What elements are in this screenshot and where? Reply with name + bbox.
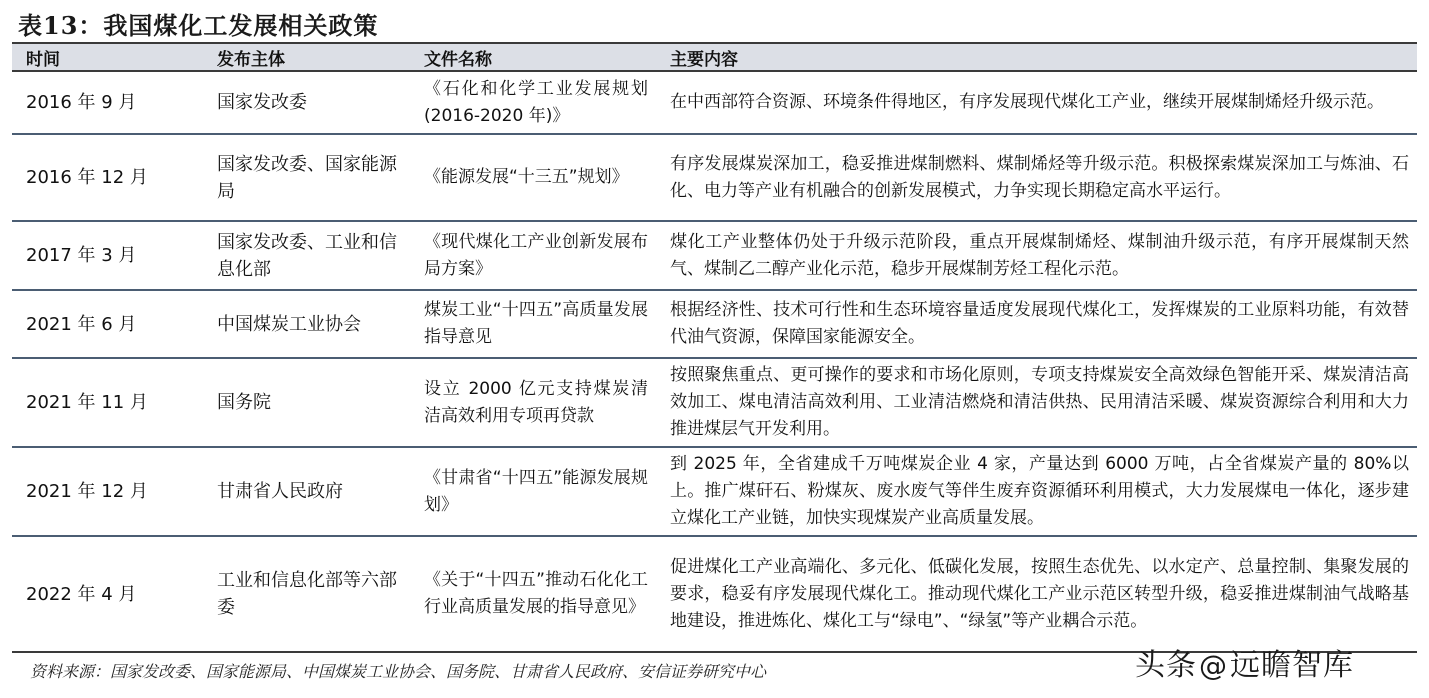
cell-time: 2017 年 3 月 — [12, 221, 203, 290]
policy-table — [12, 42, 1417, 653]
cell-issuer: 国家发改委 — [203, 71, 410, 134]
table-row — [12, 447, 1417, 536]
cell-time: 2016 年 9 月 — [12, 71, 203, 134]
cell-time: 2016 年 12 月 — [12, 134, 203, 221]
cell-main-content: 按照聚焦重点、更可操作的要求和市场化原则，专项支持煤炭安全高效绿色智能开采、煤炭清洁高效加工、煤电清洁高效利用、工业清洁燃烧和清洁供热、民用清洁采暖、煤炭资源综合利用和大力推进煤层气开发利用。 — [656, 358, 1417, 447]
table-header-row — [12, 43, 1417, 71]
cell-main-content: 到 2025 年，全省建成千万吨煤炭企业 4 家，产量达到 6000 万吨，占全省煤炭产量的 80%以上。推广煤矸石、粉煤灰、废水废气等伴生废弃资源循环利用模式，大力发展煤电一体化，逐步建立煤化工产业链，加快实现煤炭产业高质量发展。 — [656, 447, 1417, 536]
cell-file-name: 《现代煤化工产业创新发展布局方案》 — [410, 221, 656, 290]
cell-main-content: 有序发展煤炭深加工，稳妥推进煤制燃料、煤制烯烃等升级示范。积极探索煤炭深加工与炼油、石化、电力等产业有机融合的创新发展模式，力争实现长期稳定高水平运行。 — [656, 134, 1417, 221]
watermark — [1135, 640, 1354, 684]
cell-main-content: 煤化工产业整体仍处于升级示范阶段，重点开展煤制烯烃、煤制油升级示范，有序开展煤制天然气、煤制乙二醇产业化示范，稳步开展煤制芳烃工程化示范。 — [656, 221, 1417, 290]
watermark-at-sign: @ — [1199, 649, 1228, 682]
table-row — [12, 221, 1417, 290]
cell-file-name: 设立 2000 亿元支持煤炭清洁高效利用专项再贷款 — [410, 358, 656, 447]
source-note: 资料来源：国家发改委、国家能源局、中国煤炭工业协会、国务院、甘肃省人民政府、安信证券研究中心 — [30, 662, 767, 681]
cell-issuer: 国家发改委、工业和信息化部 — [203, 221, 410, 290]
cell-file-name: 《关于“十四五”推动石化化工行业高质量发展的指导意见》 — [410, 536, 656, 652]
cell-main-content: 促进煤化工产业高端化、多元化、低碳化发展，按照生态优先、以水定产、总量控制、集聚发展的要求，稳妥有序发展现代煤化工。推动现代煤化工产业示范区转型升级，稳妥推进煤制油气战略基地建设，推进炼化、煤化工与“绿电”、“绿氢”等产业耦合示范。 — [656, 536, 1417, 652]
table-row — [12, 358, 1417, 447]
cell-issuer: 工业和信息化部等六部委 — [203, 536, 410, 652]
table-row — [12, 536, 1417, 652]
cell-file-name: 煤炭工业“十四五”高质量发展指导意见 — [410, 290, 656, 358]
watermark-account: 远瞻智库 — [1230, 648, 1354, 683]
table-row — [12, 290, 1417, 358]
table-title: 表13：我国煤化工发展相关政策 — [18, 11, 379, 40]
watermark-platform: 头条 — [1135, 648, 1197, 683]
cell-issuer: 国务院 — [203, 358, 410, 447]
cell-main-content: 根据经济性、技术可行性和生态环境容量适度发展现代煤化工，发挥煤炭的工业原料功能，有效替代油气资源，保障国家能源安全。 — [656, 290, 1417, 358]
cell-issuer: 国家发改委、国家能源局 — [203, 134, 410, 221]
cell-file-name: 《能源发展“十三五”规划》 — [410, 134, 656, 221]
cell-time: 2021 年 11 月 — [12, 358, 203, 447]
cell-time: 2022 年 4 月 — [12, 536, 203, 652]
header-time: 时间 — [12, 43, 203, 71]
cell-time: 2021 年 6 月 — [12, 290, 203, 358]
cell-main-content: 在中西部符合资源、环境条件得地区，有序发展现代煤化工产业，继续开展煤制烯烃升级示范。 — [656, 71, 1417, 134]
header-main-content: 主要内容 — [656, 43, 1417, 71]
cell-file-name: 《甘肃省“十四五”能源发展规划》 — [410, 447, 656, 536]
cell-file-name: 《石化和化学工业发展规划(2016-2020 年)》 — [410, 71, 656, 134]
cell-issuer: 中国煤炭工业协会 — [203, 290, 410, 358]
header-issuer: 发布主体 — [203, 43, 410, 71]
header-file-name: 文件名称 — [410, 43, 656, 71]
cell-time: 2021 年 12 月 — [12, 447, 203, 536]
table-row — [12, 134, 1417, 221]
table-row — [12, 71, 1417, 134]
cell-issuer: 甘肃省人民政府 — [203, 447, 410, 536]
